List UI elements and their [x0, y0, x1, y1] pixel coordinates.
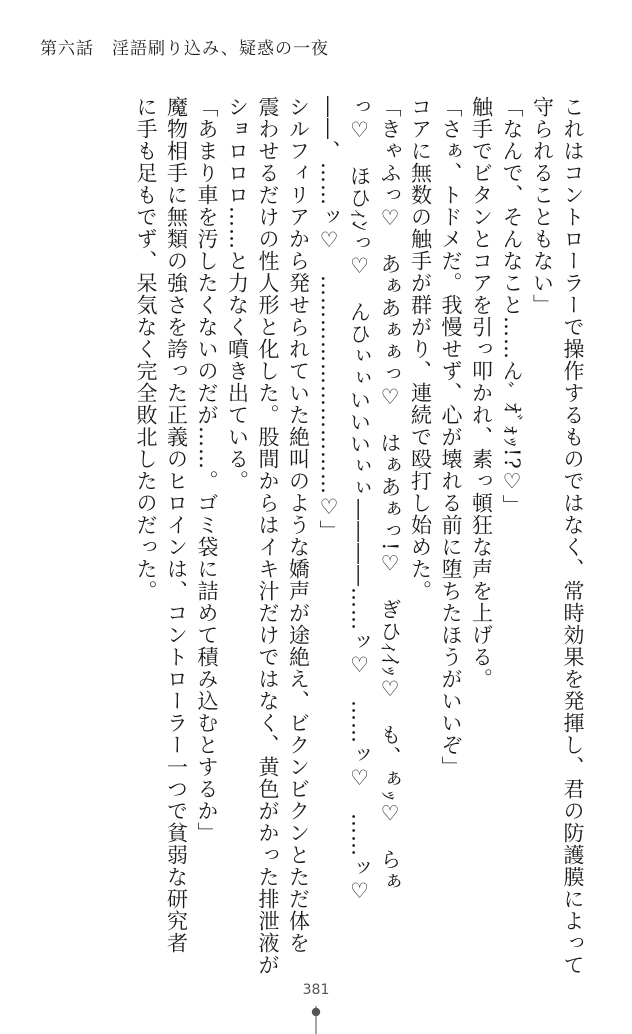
text-line: ショロロロ……と力なく噴き出ている。 [225, 96, 250, 492]
page-position-marker-icon [311, 1002, 321, 1034]
text-line: に手も足もでず、呆気なく完全敗北したのだった。 [134, 96, 158, 602]
text-line: コアに無数の触手が群がり、連続で殴打し始めた。 [408, 96, 433, 602]
text-line: 「さぁ、トドメだ。我慢せず、心が壊れる前に堕ちたほうがいいぞ」 [439, 96, 463, 778]
text-line: 震わせるだけの性人形と化した。股間からはイキ汁だけではなく、黄色がかった排泄液が [256, 96, 280, 976]
text-line: これはコントローラーで操作するものではなく、常時効果を発揮し、君の防護膜によって [561, 96, 585, 976]
text-line: っ♡ ほひｨﾝっ♡ んひぃぃいいいぃぃ――――……ッ♡ ……ッ♡ ……ッ♡ [347, 96, 372, 904]
text-line: 守られることもない」 [530, 96, 555, 316]
text-line: 「なんで、そんなこと……んﾞｵﾞｫｯ!?♡」 [500, 96, 524, 517]
text-line: 触手でビタンとコアを引っ叩かれ、素っ頓狂な声を上げる。 [469, 96, 494, 690]
text-line: 「きゃふっ♡ あぁあぁぁっ♡ はぁあぁっ!♡ ぎひｨｲｯ♡ も、ぁｯ♡ らぁ [378, 96, 402, 893]
chapter-title: 第六話 淫語刷り込み、疑惑の一夜 [40, 39, 330, 59]
text-line: 魔物相手に無類の強さを誇った正義のヒロインは、コントローラー一つで貧弱な研究者 [164, 96, 189, 954]
text-line: 「あまり車を汚したくないのだが……。ゴミ袋に詰めて積み込むとするか」 [195, 96, 219, 844]
novel-body-text [68, 96, 588, 976]
page-number: 381 [302, 982, 330, 998]
text-line: ――、……ッ♡ …………………………♡」 [317, 96, 341, 542]
text-line: シルフィリアから発せられていた絶叫のような嬌声が途絶え、ビクンビクンとただ体を [286, 96, 311, 954]
